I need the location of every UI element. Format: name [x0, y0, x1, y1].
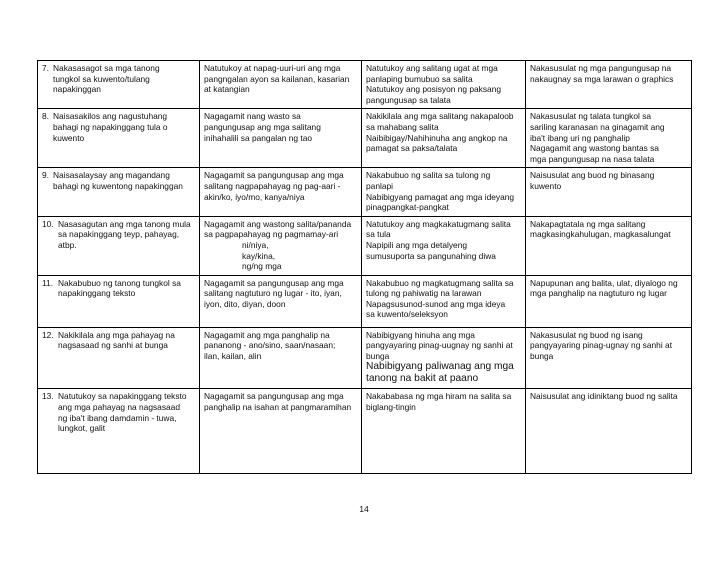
cell-grammar-competency — [200, 168, 362, 216]
cell-line: sa napakinggang teyp, pahayag, — [58, 229, 180, 240]
cell-listening-competency — [38, 168, 200, 216]
cell-line: nagsasaad ng sanhi at bunga — [58, 340, 168, 351]
cell-line: magkasingkahulugan, magkasalungat — [530, 229, 671, 240]
cell-grammar-competency — [200, 389, 362, 474]
cell-line: Naisusulat ang buod ng binasang — [530, 170, 655, 181]
item-number: 7. — [42, 63, 49, 73]
cell-line: Nagagamit sa pangungusap ang mga — [204, 391, 344, 402]
cell-line: Naisasakilos ang nagustuhang — [53, 111, 168, 122]
cell-line: Nabibigyang hinuha ang mga — [366, 329, 475, 340]
cell-line: pamagat sa paksa/talata — [366, 143, 458, 154]
cell-line: kay/kina, — [242, 250, 276, 261]
numbered-item — [42, 170, 195, 191]
cell-line: tulong ng pahiwatig na larawan — [366, 288, 482, 299]
item-number: 13. — [42, 391, 54, 402]
cell-grammar-competency — [200, 109, 362, 168]
item-text — [53, 111, 195, 143]
numbered-item — [42, 63, 195, 95]
item-number: 11. — [42, 277, 54, 288]
cell-line: pinagpangkat-pangkat — [366, 202, 449, 213]
cell-line: mga pangungusap na nasa talata — [530, 153, 655, 164]
cell-line: sa kuwento/seleksyon — [366, 309, 448, 320]
cell-line: Naisusulat ang idiniktang buod ng salita — [530, 391, 678, 402]
cell-line: tanong na bakit at paano — [366, 373, 479, 385]
cell-line: pangngalan ayon sa kailanan, kasarian — [204, 73, 350, 84]
item-number: 12. — [42, 329, 54, 340]
cell-writing-competency — [526, 216, 692, 275]
cell-line: bahagi ng kuwentong napakinggan — [53, 180, 183, 191]
numbered-item — [42, 278, 195, 299]
cell-line: inihahalili sa pangalan ng tao — [204, 132, 313, 143]
cell-grammar-competency — [200, 216, 362, 275]
competency-table — [37, 60, 692, 474]
cell-line: Natutukoy ang magkakatugmang salita — [366, 218, 511, 229]
cell-line: salitang nagtuturo ng lugar - ito, iyan, — [204, 288, 342, 299]
cell-line: salitang nagpapahayag ng pag-aari - — [204, 180, 341, 191]
numbered-item — [42, 219, 195, 251]
cell-line: panlapi — [366, 180, 394, 191]
page-number: 14 — [359, 504, 369, 514]
table-row — [38, 275, 692, 327]
cell-line: Nakababasa ng mga hiram na salita sa — [366, 391, 512, 402]
cell-line: bunga — [366, 350, 390, 361]
cell-line: ilan, kailan, alin — [204, 350, 262, 361]
cell-line: iba't ibang uri ng panghalip — [530, 132, 630, 143]
item-number: 8. — [42, 111, 49, 122]
cell-reading-competency — [362, 216, 526, 275]
cell-reading-competency — [362, 275, 526, 327]
cell-line: napakinggang teksto — [58, 288, 136, 299]
cell-line: panghalip na isahan at pangmaramihan — [204, 402, 352, 413]
cell-line: Nasasagutan ang mga tanong mula — [58, 218, 191, 229]
item-text — [53, 63, 195, 95]
cell-line: Napagsusunod-sunod ang mga ideya — [366, 298, 506, 309]
cell-writing-competency — [526, 275, 692, 327]
cell-line: Nakikilala ang mga salitang nakapaloob — [366, 111, 514, 122]
cell-line: biglang-tingin — [366, 402, 416, 413]
item-text — [58, 330, 195, 351]
cell-line: Naisasalaysay ang magandang — [53, 170, 170, 181]
cell-line: Nagagamit ang wastong salita/pananda — [204, 218, 352, 229]
cell-writing-competency — [526, 327, 692, 389]
cell-listening-competency — [38, 109, 200, 168]
cell-listening-competency — [38, 275, 200, 327]
table-row — [38, 216, 692, 275]
cell-line: Nakasusulat ng talata tungkol sa — [530, 111, 652, 122]
cell-line: lungkot, galit — [58, 423, 106, 434]
cell-line: Natutukoy ang posisyon ng paksang — [366, 84, 502, 95]
cell-line: bahagi ng napakinggang tula o — [53, 121, 168, 132]
cell-writing-competency — [526, 109, 692, 168]
cell-reading-competency — [362, 109, 526, 168]
cell-line: at katangian — [204, 84, 250, 95]
cell-line: Napipili ang mga detalyeng — [366, 239, 468, 250]
cell-listening-competency — [38, 61, 200, 109]
cell-line: Naibibigay/Nahihinuha ang angkop na — [366, 132, 508, 143]
cell-grammar-competency — [200, 327, 362, 389]
table-row — [38, 109, 692, 168]
item-text — [58, 219, 195, 251]
cell-line: ng iba't ibang damdamin - tuwa, — [58, 412, 177, 423]
cell-line: sa tula — [366, 229, 391, 240]
cell-reading-competency — [362, 389, 526, 474]
cell-grammar-competency — [200, 61, 362, 109]
cell-line: Nakasasagot sa mga tanong — [53, 63, 160, 73]
cell-line: kuwento — [53, 132, 85, 143]
numbered-item — [42, 391, 195, 433]
item-number: 9. — [42, 170, 49, 181]
cell-reading-competency — [362, 327, 526, 389]
cell-line: Natutukoy ang salitang ugat at mga — [366, 63, 498, 73]
cell-writing-competency — [526, 389, 692, 474]
competency-table-body — [38, 61, 692, 474]
cell-line: Nakasusulat ng mga pangungusap na — [530, 63, 672, 73]
cell-line: akin/ko, iyo/mo, kanya/niya — [204, 191, 305, 202]
cell-line: Nakikilala ang mga pahayag na — [58, 329, 175, 340]
cell-line: Nagagamit nang wasto sa — [204, 111, 301, 122]
item-number: 10. — [42, 218, 54, 229]
cell-line: Nakabubuo ng salita sa tulong ng — [366, 170, 491, 181]
cell-line: Natutukoy at napag-uuri-uri ang mga — [204, 63, 341, 73]
cell-line: Nakapagtatala ng mga salitang — [530, 218, 646, 229]
cell-line: Natutukoy sa napakinggang teksto — [58, 391, 187, 402]
cell-line: Nagagamit ang wastong bantas sa — [530, 143, 659, 154]
cell-line: pangyayaring pinag-uugnay ng sanhi at — [366, 340, 513, 351]
table-row — [38, 61, 692, 109]
cell-line: ang mga pahayag na nagsasaad — [58, 402, 181, 413]
cell-line: atbp. — [58, 239, 77, 250]
cell-line: bunga — [530, 350, 554, 361]
cell-line: tungkol sa kuwento/tulang — [53, 73, 150, 84]
cell-writing-competency — [526, 61, 692, 109]
cell-line: Nagagamit sa pangungusap ang mga — [204, 277, 344, 288]
table-row — [38, 389, 692, 474]
cell-line: sa mahabang salita — [366, 121, 439, 132]
cell-line: pangungusap sa talata — [366, 94, 451, 105]
numbered-item — [42, 330, 195, 351]
cell-line: sa pagpapahayag ng pagmamay-ari — [204, 229, 339, 240]
cell-line: kuwento — [530, 180, 562, 191]
cell-line: Nagagamit ang mga panghalip na — [204, 329, 330, 340]
cell-line: pananong - ano/sino, saan/nasaan; — [204, 340, 336, 351]
cell-line: Nakasusulat ng buod ng isang — [530, 329, 643, 340]
cell-line: Nagagamit sa pangungusap ang mga — [204, 170, 344, 181]
cell-line: nakaugnay sa mga larawan o graphics — [530, 73, 674, 84]
cell-line: napakinggan — [53, 84, 101, 95]
cell-line: ng/ng mga — [242, 261, 282, 272]
cell-line: sumusuporta sa pangunahing diwa — [366, 250, 496, 261]
numbered-item — [42, 111, 195, 143]
cell-listening-competency — [38, 327, 200, 389]
cell-line: Nabibigyang pamagat ang mga ideyang — [366, 191, 515, 202]
cell-reading-competency — [362, 61, 526, 109]
cell-line: Nakabubuo ng tanong tungkol sa — [58, 277, 181, 288]
item-text — [58, 278, 195, 299]
cell-reading-competency — [362, 168, 526, 216]
cell-line: panlaping bumubuo sa salita — [366, 73, 473, 84]
cell-line: ni/niya, — [242, 239, 269, 250]
cell-listening-competency — [38, 389, 200, 474]
cell-line: sariling karanasan na ginagamit ang — [530, 121, 665, 132]
table-row — [38, 168, 692, 216]
table-row — [38, 327, 692, 389]
cell-line: Napupunan ang balita, ulat, diyalogo ng — [530, 277, 678, 288]
cell-listening-competency — [38, 216, 200, 275]
cell-line: pangyayaring pinag-ugnay ng sanhi at — [530, 340, 673, 351]
item-text — [53, 170, 195, 191]
cell-line: mga panghalip na nagtuturo ng lugar — [530, 288, 667, 299]
cell-line: pangungusap ang mga salitang — [204, 121, 321, 132]
cell-grammar-competency — [200, 275, 362, 327]
cell-line: Nabibigyang paliwanag ang mga — [366, 361, 514, 373]
cell-writing-competency — [526, 168, 692, 216]
cell-line: Nakabubuo ng magkatugmang salita sa — [366, 277, 514, 288]
cell-line: iyon, dito, diyan, doon — [204, 298, 286, 309]
item-text — [58, 391, 195, 433]
